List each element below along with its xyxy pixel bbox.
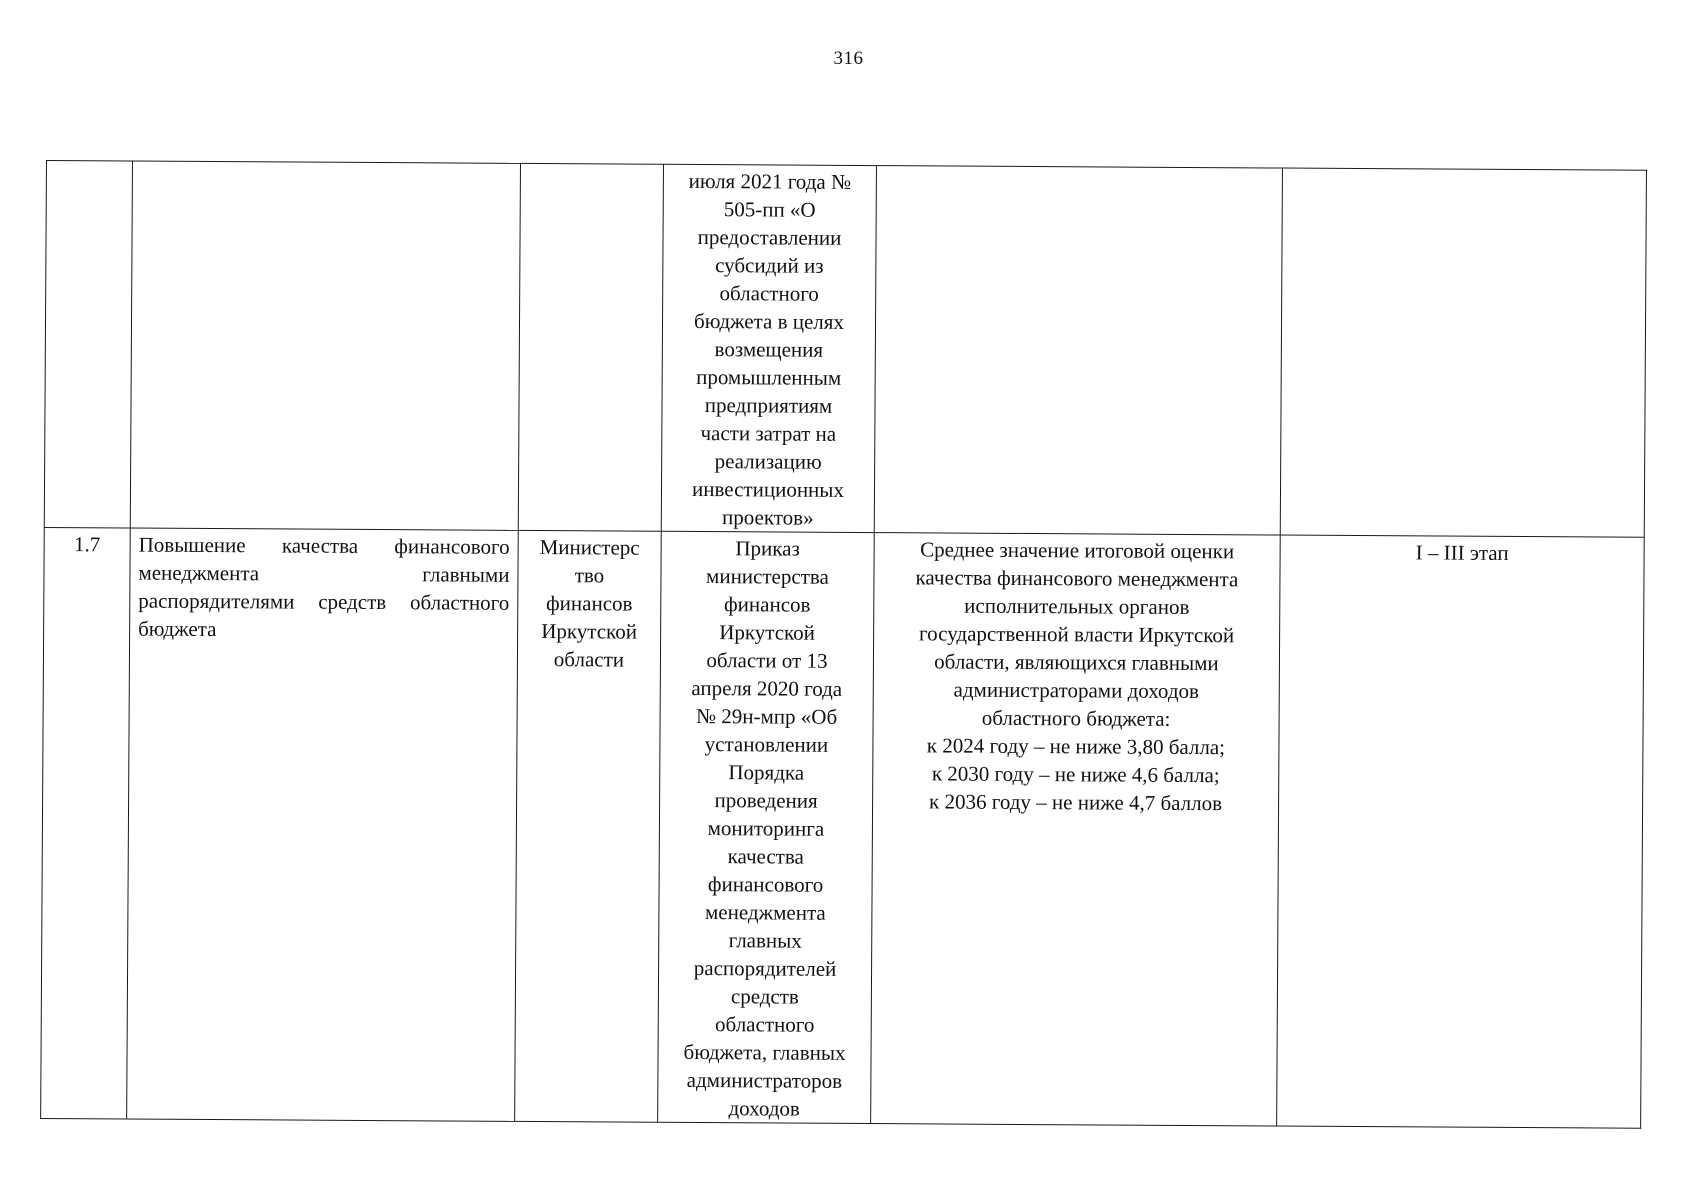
document-text-line: министерства: [706, 564, 829, 589]
document-text-line: Приказ: [735, 536, 800, 561]
indicator-text-line: качества финансового менеджмента: [915, 565, 1239, 592]
responsible-text-line: области: [553, 647, 625, 672]
indicator-text-line: государственной власти Иркутской: [919, 621, 1235, 648]
document-text-line: реализацию: [714, 449, 822, 474]
indicator-text-line: области, являющихся главными: [934, 649, 1219, 676]
legal-document-cell: [658, 531, 875, 1123]
row-number-cell: [44, 161, 132, 529]
responsible-text-line: финансов: [546, 591, 633, 616]
document-text-line: апреля 2020 года: [691, 675, 843, 701]
document-text-line: проектов»: [721, 505, 814, 530]
indicator-text-line: администраторами доходов: [953, 677, 1200, 704]
document-text-line: средств: [730, 984, 799, 1009]
document-text-line: распорядителей: [693, 955, 837, 981]
responsible-cell: [515, 530, 662, 1122]
document-text-line: администраторов: [686, 1067, 843, 1093]
document-text-line: Иркутской: [719, 620, 816, 645]
legal-document-cell: [661, 164, 876, 532]
page-number: 316: [833, 48, 864, 69]
row-number-cell: 1.7: [41, 527, 131, 1119]
indicator-text-line: к 2036 году – не ниже 4,7 баллов: [929, 789, 1223, 816]
indicator-cell: [874, 166, 1282, 535]
document-text-line: области от 13: [706, 648, 828, 673]
document-text-line: бюджета, главных: [683, 1039, 846, 1065]
indicator-text-line: исполнительных органов: [964, 593, 1190, 619]
document-text-line: областного: [719, 281, 819, 306]
indicator-text-line: к 2030 году – не ниже 4,6 балла;: [931, 761, 1220, 788]
document-text-line: установлении: [704, 732, 829, 757]
document-text-line: главных: [728, 928, 802, 953]
measures-table: [40, 160, 1647, 1129]
document-text-line: качества: [727, 844, 804, 869]
document-text-line: доходов: [728, 1096, 800, 1121]
table-row: [41, 527, 1645, 1128]
responsible-text-line: Иркутской: [541, 619, 638, 644]
responsible-text-line: тво: [574, 563, 605, 588]
document-text-line: возмещения: [714, 337, 824, 362]
document-text-line: инвестиционных: [691, 476, 845, 502]
indicator-text-line: Среднее значение итоговой оценки: [920, 537, 1235, 564]
document-text-line: предоставлении: [697, 224, 842, 250]
responsible-cell: [518, 163, 663, 531]
indicator-cell: [871, 533, 1281, 1126]
document-text-line: 505-пп «О: [723, 197, 816, 222]
document-text-line: финансов: [724, 592, 811, 617]
indicator-text-line: к 2024 году – не ниже 3,80 балла;: [926, 733, 1226, 760]
responsible-text-line: Министерс: [539, 535, 640, 560]
document-text-line: № 29н-мпр «Об: [695, 703, 838, 729]
document-text-line: промышленным: [696, 364, 842, 390]
document-text-line: предприятиям: [704, 393, 833, 418]
document-text-line: финансового: [707, 872, 824, 897]
document-text-line: субсидий из: [715, 253, 824, 278]
document-text-line: Порядка: [728, 760, 805, 785]
table-row: [44, 161, 1646, 538]
stage-cell: I – III этап: [1277, 535, 1645, 1128]
stage-cell: [1280, 168, 1646, 537]
indicator-text-line: областного бюджета:: [981, 705, 1171, 731]
measure-name-cell: Повышение качества финансового менеджмента главными распорядителями средств областного бюджета: [127, 528, 519, 1121]
document-text-line: менеджмента: [704, 900, 826, 925]
document-text-line: мониторинга: [707, 816, 825, 841]
measure-name-cell: [130, 161, 520, 530]
document-text-line: областного: [715, 1012, 815, 1037]
document-text-line: бюджета в целях: [693, 308, 845, 334]
document-text-line: июля 2021 года №: [688, 168, 852, 194]
document-text-line: проведения: [714, 788, 818, 813]
document-text-line: части затрат на: [700, 421, 837, 446]
